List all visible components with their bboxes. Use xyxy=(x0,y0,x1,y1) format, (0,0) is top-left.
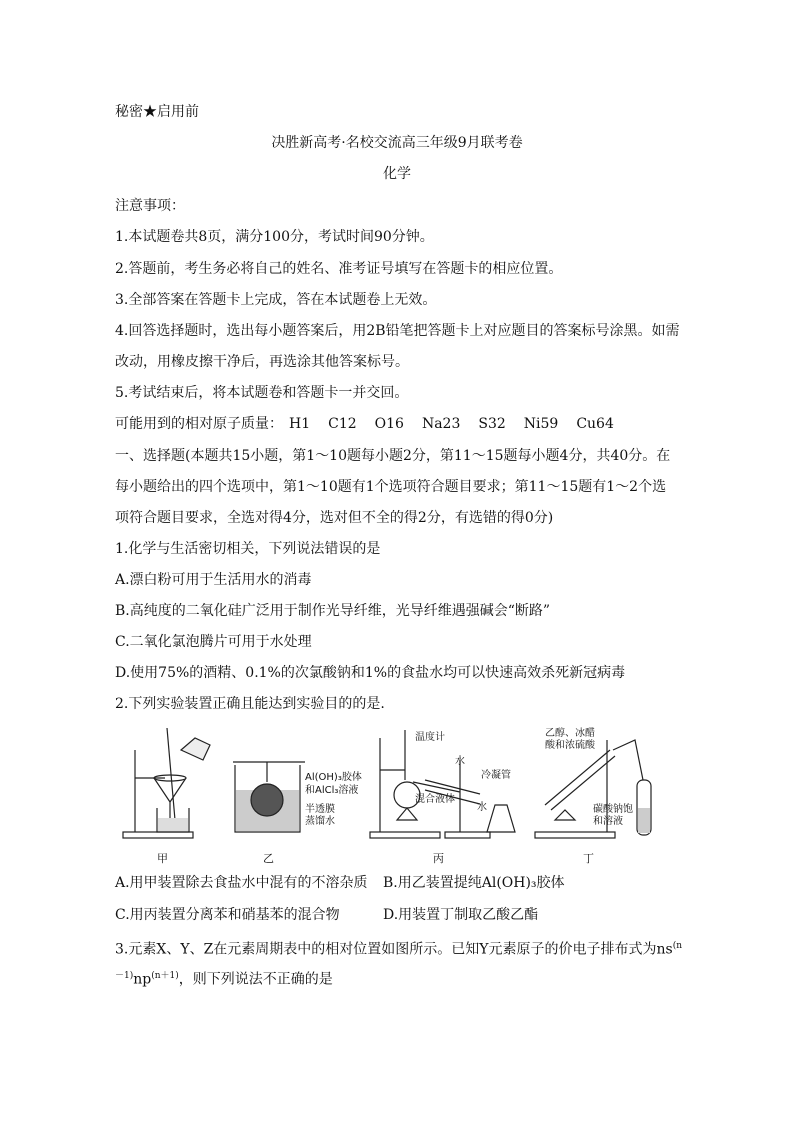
question-3-text: 3.元素X、Y、Z在元素周期表中的相对位置如图所示。已知Y元素原子的价电子排布式为ns xyxy=(115,941,673,958)
question-2-options-row-2 xyxy=(115,905,538,925)
atomic-mass-item: S32 xyxy=(478,416,506,432)
atomic-mass-line xyxy=(115,414,632,434)
apparatus-bing xyxy=(370,730,515,838)
secret-label: 秘密★启用前 xyxy=(115,104,199,120)
label-ding-carbonate-2: 和溶液 xyxy=(593,816,623,827)
question-3-text: ，则下列说法不正确的是 xyxy=(178,971,333,988)
label-yi-membrane: 半透膜 xyxy=(305,804,335,815)
label-ding-reagent-2: 酸和浓硫酸 xyxy=(545,740,595,751)
question-2-option-b: B.用乙装置提纯Al(OH)₃胶体 xyxy=(383,875,565,891)
atomic-mass-item: H1 xyxy=(289,416,311,432)
note-item: 1.本试题卷共8页，满分100分，考试时间90分钟。 xyxy=(115,229,434,245)
note-item: 3.全部答案在答题卡上完成，答在本试题卷上无效。 xyxy=(115,292,437,308)
label-ding-reagent-1: 乙醇、冰醋 xyxy=(545,728,595,739)
atomic-mass-item: Cu64 xyxy=(576,416,614,432)
label-yi-colloid: Al(OH)₃胶体 xyxy=(305,772,362,783)
question-2-options-row-1 xyxy=(115,873,565,893)
label-yi-water: 蒸馏水 xyxy=(305,816,335,827)
question-3-stem-line-2 xyxy=(115,966,333,990)
apparatus-figure xyxy=(115,720,685,870)
question-3-text: np xyxy=(133,971,152,988)
question-1-option-a: A.漂白粉可用于生活用水的消毒 xyxy=(115,572,312,588)
question-2-option-d: D.用装置丁制取乙酸乙酯 xyxy=(383,907,539,923)
question-1-option-d: D.使用75%的酒精、0.1%的次氯酸钠和1%的食盐水均可以快速高效杀死新冠病毒 xyxy=(115,665,626,681)
note-item: 改动，用橡皮擦干净后，再选涂其他答案标号。 xyxy=(115,354,409,370)
label-ding-carbonate-1: 碳酸钠饱 xyxy=(593,804,633,815)
section-instructions: 一、选择题(本题共15小题，第1～10题每小题2分，第11～15题每小题4分，共40分。在 xyxy=(115,448,671,464)
note-item: 4.回答选择题时，选出每小题答案后，用2B铅笔把答题卡上对应题目的答案标号涂黑。如需 xyxy=(115,323,680,339)
question-1-stem: 1.化学与生活密切相关，下列说法错误的是 xyxy=(115,541,381,557)
question-3-superscript: (n＋1) xyxy=(151,971,179,981)
caption-bing: 丙 xyxy=(433,852,444,865)
section-instructions: 项符合题目要求，全选对得4分，选对但不全的得2分，有选错的得0分) xyxy=(115,510,554,526)
note-item: 2.答题前，考生务必将自己的姓名、准考证号填写在答题卡的相应位置。 xyxy=(115,261,563,277)
atomic-mass-item: Ni59 xyxy=(523,416,559,432)
atomic-mass-item: Na23 xyxy=(421,416,461,432)
atomic-mass-item: O16 xyxy=(374,416,404,432)
label-bing-water-out: 水 xyxy=(477,802,487,813)
subject-title: 化学 xyxy=(383,166,411,182)
note-item: 5.考试结束后，将本试题卷和答题卡一并交回。 xyxy=(115,385,409,401)
atomic-mass-label: 可能用到的相对原子质量： xyxy=(115,416,283,432)
question-1-option-c: C.二氧化氯泡腾片可用于水处理 xyxy=(115,634,312,650)
label-bing-water-in: 水 xyxy=(455,756,465,767)
atomic-mass-item: C12 xyxy=(328,416,357,432)
exam-title: 决胜新高考·名校交流高三年级9月联考卷 xyxy=(271,135,523,151)
notes-heading: 注意事项： xyxy=(115,198,185,214)
question-3-superscript: －1) xyxy=(115,971,134,981)
apparatus-jia xyxy=(123,728,210,838)
label-bing-mixture: 混合液体 xyxy=(415,794,455,805)
question-2-stem: 2.下列实验装置正确且能达到实验目的的是. xyxy=(115,696,385,712)
label-yi-solution: 和AlCl₃溶液 xyxy=(305,785,359,796)
apparatus-yi xyxy=(233,762,305,832)
question-3-superscript: (n xyxy=(672,941,683,951)
label-bing-condenser: 冷凝管 xyxy=(481,770,511,781)
caption-ding: 丁 xyxy=(583,852,594,865)
question-2-option-a: A.用甲装置除去食盐水中混有的不溶杂质 xyxy=(115,875,368,891)
question-3-stem-line-1 xyxy=(115,936,682,960)
label-bing-thermometer: 温度计 xyxy=(415,732,445,743)
section-instructions: 每小题给出的四个选项中，第1～10题有1个选项符合题目要求；第11～15题有1～2个选 xyxy=(115,479,667,495)
caption-jia: 甲 xyxy=(157,852,168,865)
question-2-option-c: C.用丙装置分离苯和硝基苯的混合物 xyxy=(115,907,340,923)
caption-yi: 乙 xyxy=(263,852,274,865)
question-1-option-b: B.高纯度的二氧化硅广泛用于制作光导纤维，光导纤维遇强碱会“断路” xyxy=(115,603,551,619)
